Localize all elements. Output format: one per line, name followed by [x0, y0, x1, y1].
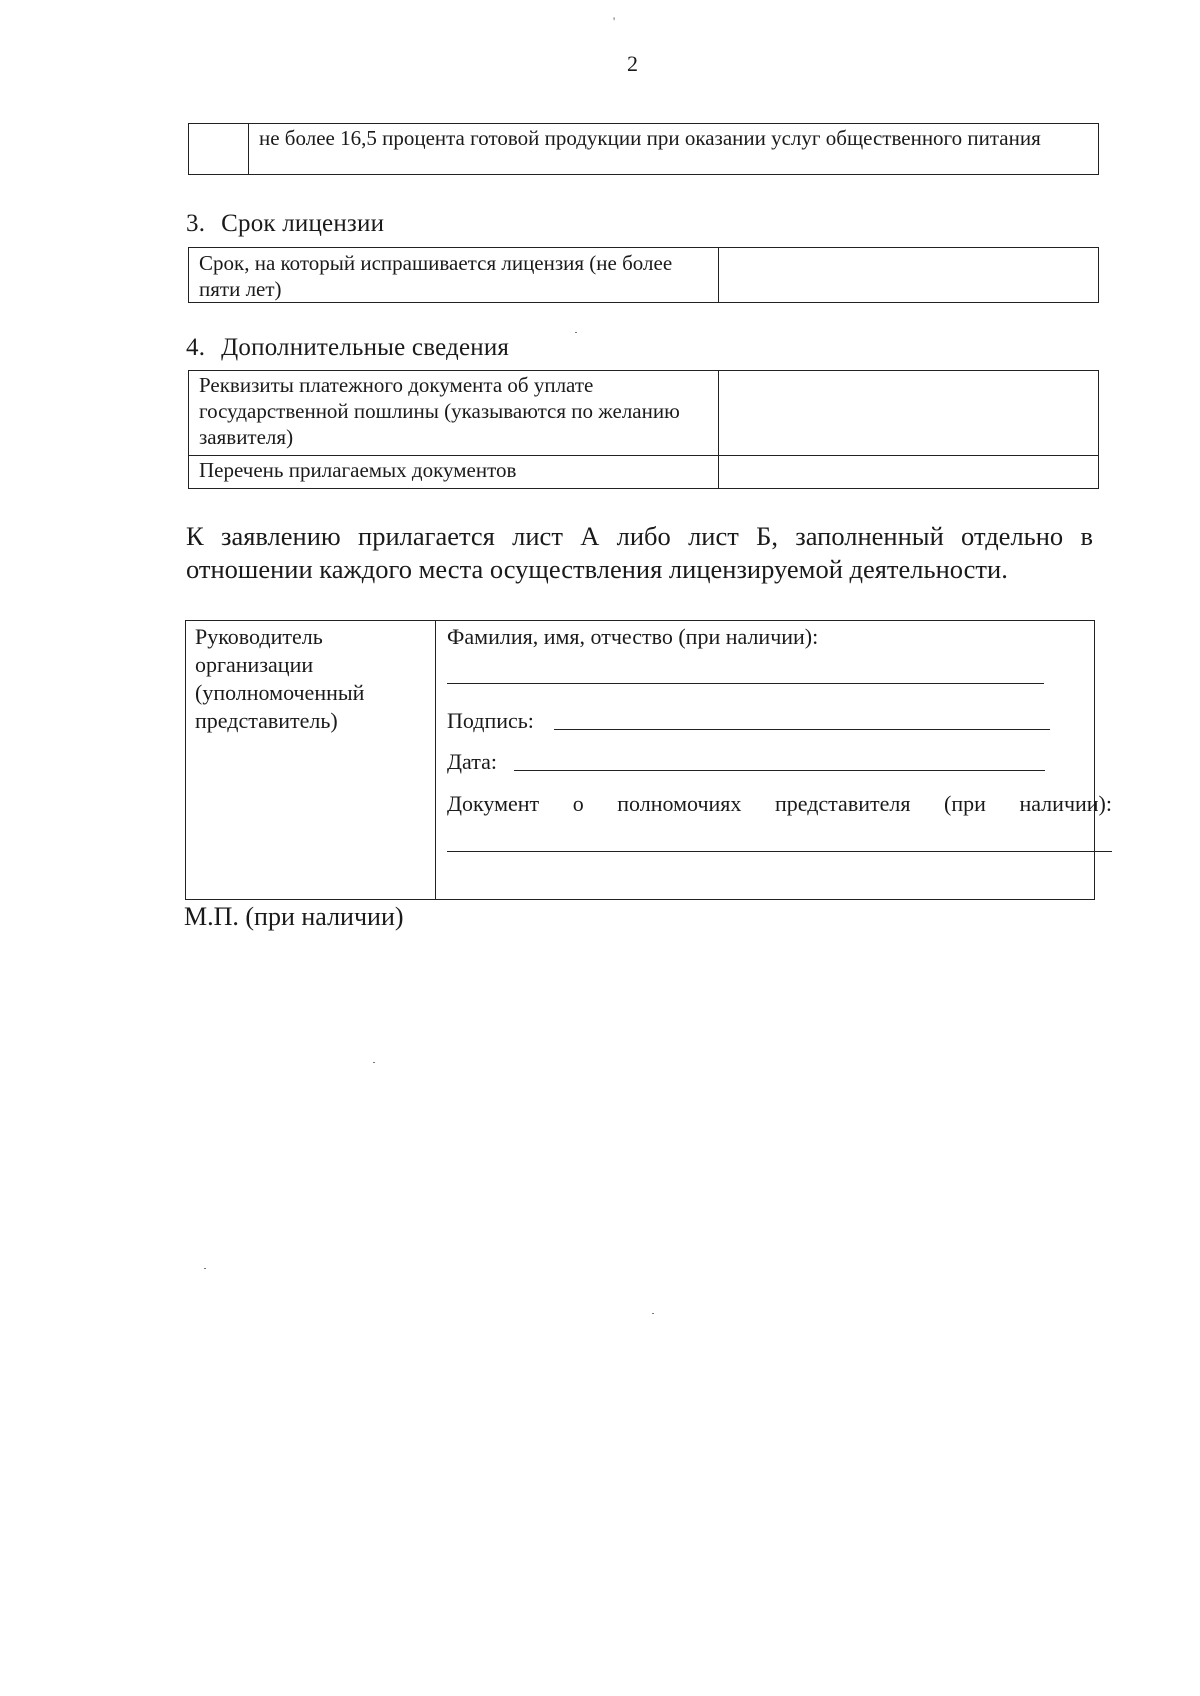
table-row — [189, 248, 1099, 303]
section-title: Срок лицензии — [221, 210, 385, 237]
attached-documents-label: Перечень прилагаемых документов — [189, 456, 719, 489]
date-label: Дата: — [447, 749, 497, 774]
payment-details-value-field[interactable] — [719, 371, 1099, 456]
signature-fields — [436, 621, 1112, 900]
continuation-table — [188, 123, 1099, 175]
table-row — [189, 456, 1099, 489]
scan-speck — [652, 1313, 654, 1314]
scan-speck — [204, 1268, 206, 1269]
empty-cell — [189, 124, 249, 175]
payment-details-label: Реквизиты платежного документа об уплате государственной пошлины (указываются по желанию заявителя) — [189, 371, 719, 456]
section-title: Дополнительные сведения — [221, 334, 510, 361]
signatory-role: Руководитель организации (уполномоченный представитель) — [186, 621, 436, 900]
fio-input-line[interactable] — [447, 683, 1044, 684]
section-3-heading — [186, 210, 384, 238]
continuation-text: не более 16,5 процента готовой продукции при оказании услуг общественного питания — [249, 124, 1099, 175]
section-number: 4. — [186, 334, 206, 361]
scan-tick-mark: ' — [613, 14, 616, 28]
table-row — [189, 124, 1099, 175]
table-row — [189, 371, 1099, 456]
table-row — [186, 621, 1095, 900]
section-4-heading — [186, 334, 509, 362]
authority-document-input-line[interactable] — [447, 851, 1112, 852]
notice-line-1: К заявлению прилагается лист А либо лист Б, заполненный отдельно в — [186, 521, 1093, 551]
license-term-value-field[interactable] — [719, 248, 1099, 303]
notice-line-2: отношении каждого места осуществления лицензируемой деятельности. — [186, 554, 1008, 584]
date-input-line[interactable] — [514, 770, 1045, 771]
license-term-table — [188, 247, 1099, 303]
scan-speck — [373, 1062, 375, 1063]
page-number: 2 — [627, 51, 638, 76]
attachment-notice — [186, 520, 1093, 586]
authority-document-label: Документ о полномочиях представителя (при наличии): — [447, 791, 1112, 816]
stamp-note: М.П. (при наличии) — [184, 902, 404, 931]
signature-input-line[interactable] — [554, 729, 1050, 730]
signature-label: Подпись: — [447, 708, 534, 733]
signature-table — [185, 620, 1112, 900]
license-term-label: Срок, на который испрашивается лицензия (не более пяти лет) — [189, 248, 719, 303]
section-number: 3. — [186, 210, 206, 237]
attached-documents-value-field[interactable] — [719, 456, 1099, 489]
scan-speck — [575, 332, 577, 333]
fio-label: Фамилия, имя, отчество (при наличии): — [447, 624, 819, 649]
additional-info-table — [188, 370, 1099, 489]
